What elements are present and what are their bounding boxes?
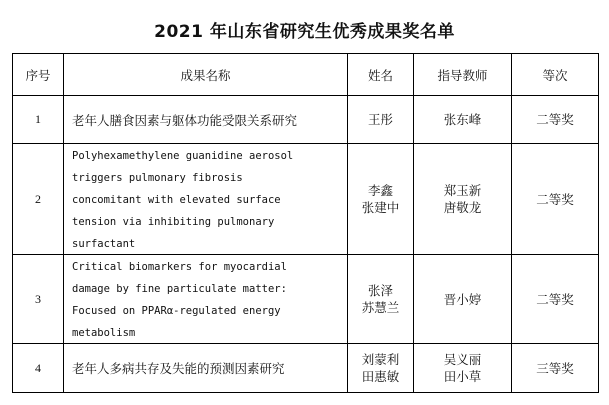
row-title-text: 老年人膳食因素与躯体功能受限关系研究 [72, 112, 298, 128]
advisor-name: 晋小婷 [443, 291, 482, 307]
header-name: 姓名 [348, 54, 414, 96]
advisor-name: 唐敬龙 [443, 200, 482, 215]
row-advisors [414, 255, 512, 344]
row-names [348, 96, 414, 144]
student-name: 张泽 [367, 283, 393, 298]
student-name: 张建中 [361, 200, 400, 215]
table-header-row [13, 54, 599, 96]
student-name: 王彤 [367, 112, 393, 127]
row-award: 二等奖 [512, 144, 599, 255]
row-award: 二等奖 [512, 255, 599, 344]
page-title: 2021 年山东省研究生优秀成果奖名单 [154, 22, 455, 42]
student-name: 李鑫 [367, 183, 393, 198]
row-title [64, 144, 348, 255]
student-name: 田惠敏 [361, 369, 400, 384]
advisor-name: 郑玉新 [443, 183, 482, 198]
row-index: 3 [13, 255, 64, 344]
advisor-name: 吴义丽 [443, 352, 482, 367]
header-award: 等次 [512, 54, 599, 96]
row-title-text: 老年人多病共存及失能的预测因素研究 [72, 361, 285, 376]
student-name: 刘蒙利 [361, 352, 400, 367]
row-names [348, 344, 414, 393]
header-title: 成果名称 [64, 54, 348, 96]
row-advisors [414, 344, 512, 393]
row-title [64, 96, 348, 144]
row-names [348, 144, 414, 255]
header-index: 序号 [13, 54, 64, 96]
row-index: 1 [13, 96, 64, 144]
row-award: 三等奖 [512, 344, 599, 393]
table-row [13, 344, 599, 393]
header-advisor: 指导教师 [414, 54, 512, 96]
student-name: 苏慧兰 [361, 300, 400, 315]
row-advisors [414, 144, 512, 255]
table-row [13, 144, 599, 255]
row-index: 2 [13, 144, 64, 255]
row-title-text: Critical biomarkers for myocardial damage by fine particulate matter: Focused on PPARα-regulated energy metabolism [72, 261, 287, 339]
row-names [348, 255, 414, 344]
row-title-text: Polyhexamethylene guanidine aerosol triggers pulmonary fibrosis concomitant with elevated surface tension via inhibiting pulmonary surfactant [72, 150, 294, 250]
table-row [13, 255, 599, 344]
row-award: 二等奖 [512, 96, 599, 144]
row-title [64, 255, 348, 344]
table-row [13, 96, 599, 144]
row-index: 4 [13, 344, 64, 393]
row-title [64, 344, 348, 393]
row-advisors [414, 96, 512, 144]
awards-table [12, 53, 599, 393]
advisor-name: 张东峰 [443, 112, 482, 127]
advisor-name: 田小草 [443, 369, 482, 384]
